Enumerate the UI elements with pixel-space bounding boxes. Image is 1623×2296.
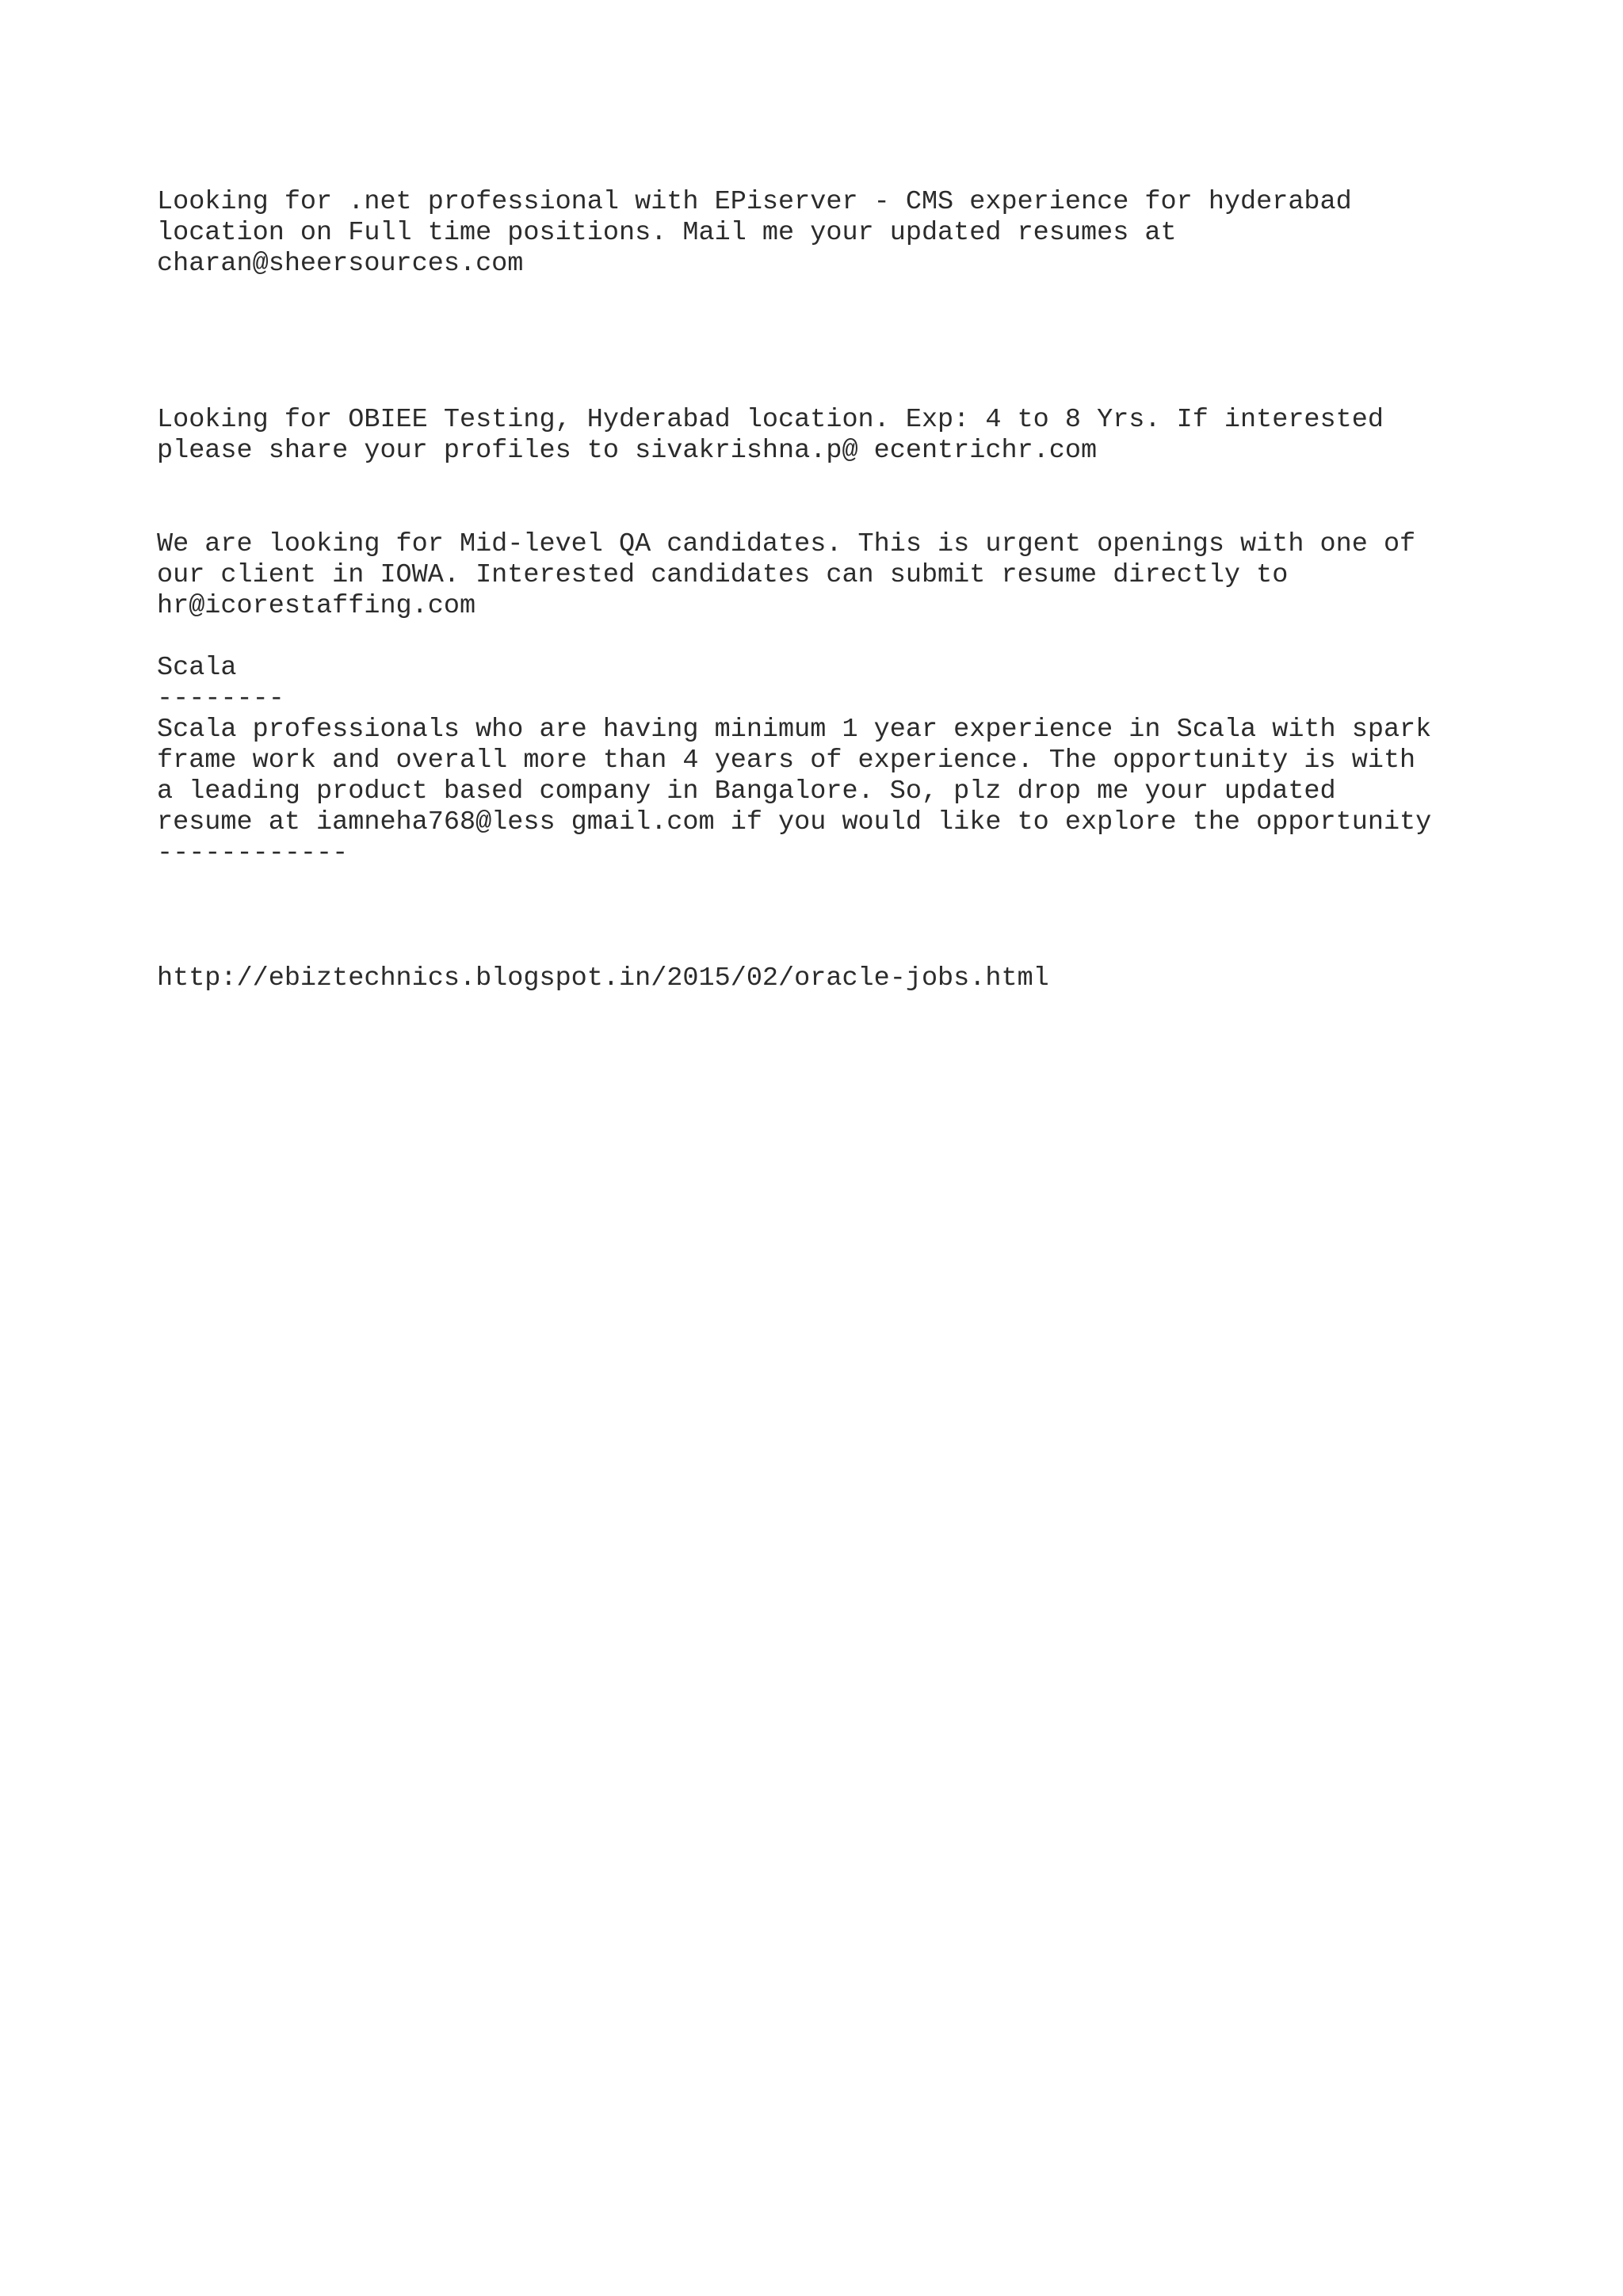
text-line: Looking for .net professional with EPiserver - CMS experience for hyderabad bbox=[157, 187, 1352, 217]
section-heading: Scala bbox=[157, 653, 237, 683]
text-line: please share your profiles to sivakrishna.p@ ecentrichr.com bbox=[157, 436, 1098, 466]
text-line: Scala professionals who are having minimum 1 year experience in Scala with spark bbox=[157, 715, 1432, 745]
text-line: our client in IOWA. Interested candidates can submit resume directly to bbox=[157, 560, 1289, 590]
dash-rule: -------- bbox=[157, 684, 285, 714]
source-url: http://ebiztechnics.blogspot.in/2015/02/oracle-jobs.html bbox=[157, 963, 1049, 994]
text-line: We are looking for Mid-level QA candidates. This is urgent openings with one of bbox=[157, 529, 1416, 559]
text-line: hr@icorestaffing.com bbox=[157, 591, 476, 621]
dash-rule: ------------ bbox=[157, 838, 349, 868]
text-line: location on Full time positions. Mail me your updated resumes at bbox=[157, 218, 1177, 248]
text-line: Looking for OBIEE Testing, Hyderabad location. Exp: 4 to 8 Yrs. If interested bbox=[157, 405, 1384, 435]
text-line: frame work and overall more than 4 years of experience. The opportunity is with bbox=[157, 746, 1416, 776]
text-line: charan@sheersources.com bbox=[157, 249, 524, 279]
text-line: resume at iamneha768@less gmail.com if you would like to explore the opportunity bbox=[157, 807, 1432, 837]
text-line: a leading product based company in Bangalore. So, plz drop me your updated bbox=[157, 776, 1336, 807]
